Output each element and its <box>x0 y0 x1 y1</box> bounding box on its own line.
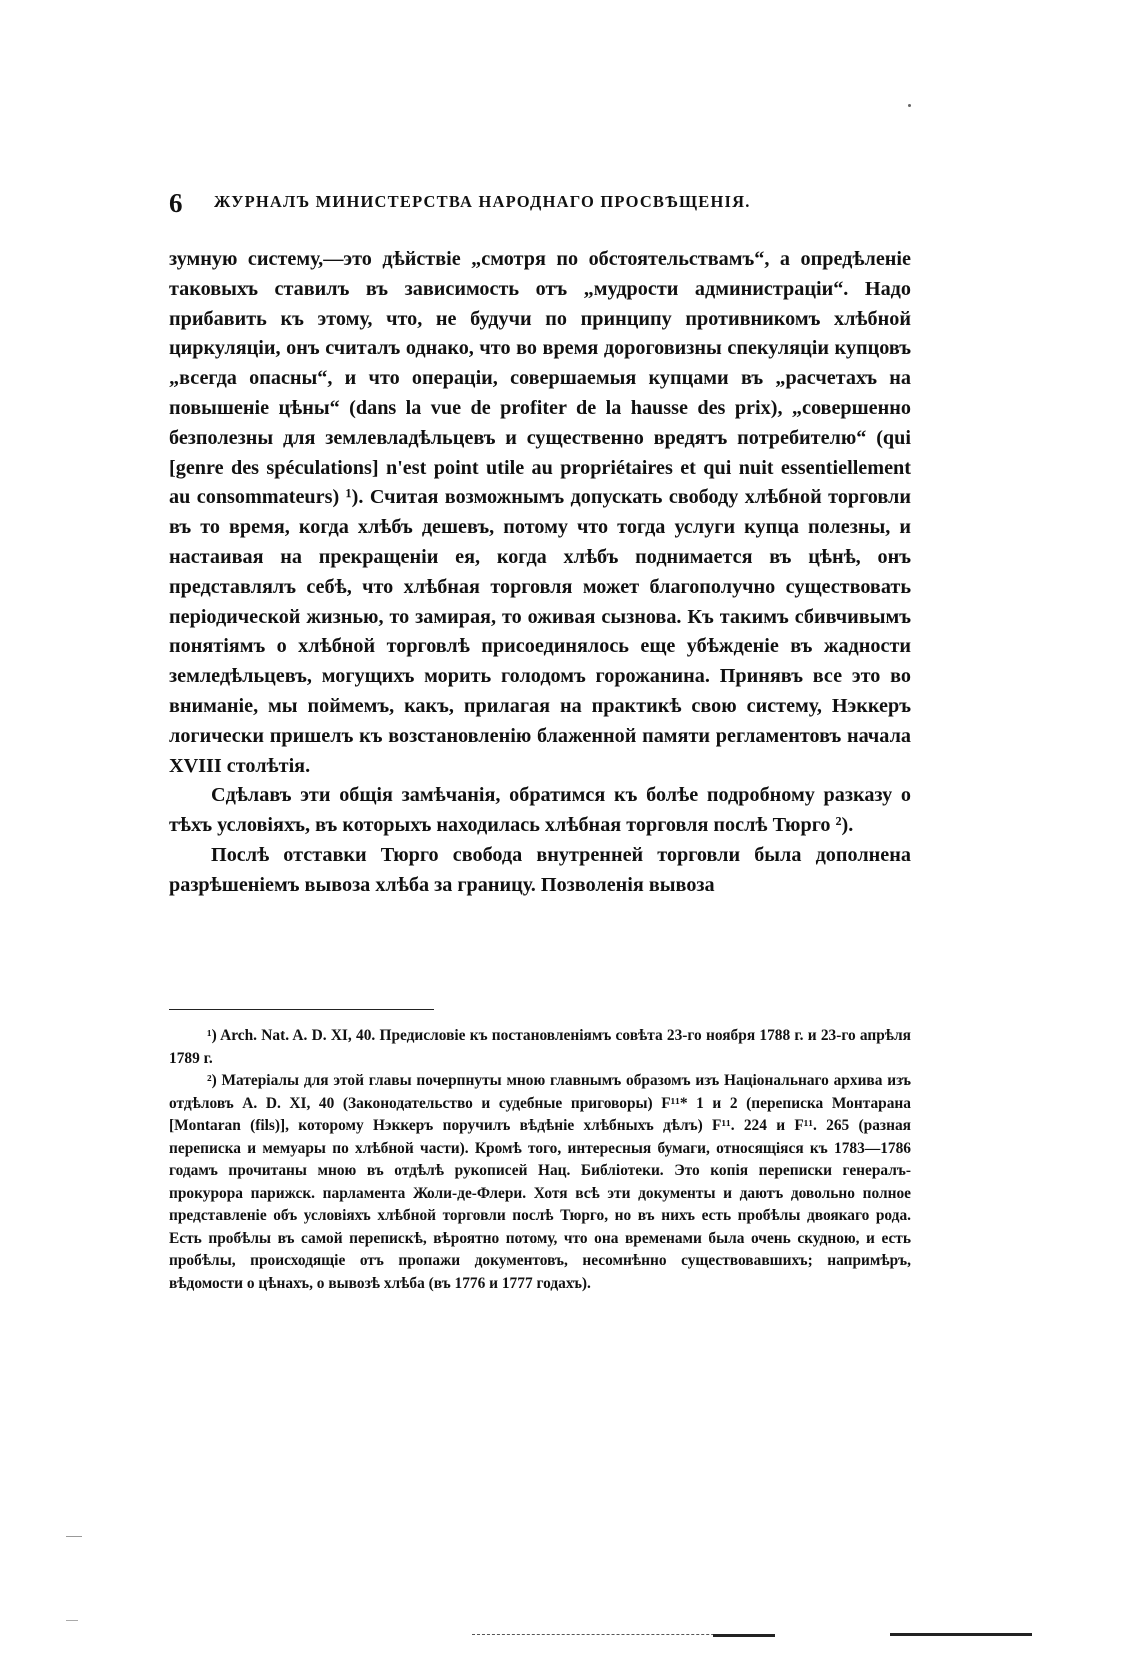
footnote-separator <box>169 1009 434 1010</box>
footnote-1: ¹) Arch. Nat. A. D. XI, 40. Предисловіе къ постановленіямъ совѣта 23-го ноября 1788 г. и 23-го апрѣля 1789 г. <box>169 1027 911 1067</box>
page-number: 6 <box>169 188 183 218</box>
scan-edge-line <box>890 1633 1032 1636</box>
scan-mark <box>66 1620 78 1621</box>
footnote-2: ²) Матеріалы для этой главы почерпнуты мною главнымъ образомъ изъ Національнаго архива изъ отдѣловъ A. D. XI, 40 (Законодательство и судебные приговоры) F¹¹* 1 и 2 (переписка Монтарана [Montaran (fils)], которому Нэккеръ поручилъ вѣдѣніе хлѣбныхъ дѣлъ) F¹¹. 224 и F¹¹. 265 (разная переписка и мемуары по хлѣбной части). Кромѣ того, интересныя бумаги, относящіяся къ 1783—1786 годамъ прочитаны мною въ отдѣлѣ рукописей Нац. Библіотеки. Это копія переписки генералъ-прокурора парижск. парламента Жоли-де-Флери. Хотя всѣ эти документы и даютъ довольно полное представленіе объ условіяхъ хлѣбной торговли послѣ Тюрго, но въ нихъ есть пробѣлы двоякаго рода. Есть пробѣлы въ самой перепискѣ, вѣроятно потому, что она временами была очень скудною, и есть пробѣлы, происходящіе отъ пропажи документовъ, несомнѣнно существовавшихъ; напримѣръ, вѣдомости о цѣнахъ, о вывозѣ хлѣба (въ 1776 и 1777 годахъ). <box>169 1072 911 1292</box>
body-text <box>169 245 911 901</box>
body-paragraph: Сдѣлавъ эти общія замѣчанія, обратимся къ болѣе подробному разказу о тѣхъ условіяхъ, въ которыхъ находилась хлѣбная торговля послѣ Тюрго ²). <box>169 784 911 837</box>
scan-edge-line <box>713 1634 775 1637</box>
page-header <box>169 188 911 218</box>
scan-mark <box>66 1536 82 1537</box>
running-head: ЖУРНАЛЪ МИНИСТЕРСТВА НАРОДНАГО ПРОСВѢЩЕНІЯ. <box>214 192 751 211</box>
body-paragraph: зумную систему,—это дѣйствіе „смотря по обстоятельствамъ“, а опредѣленіе таковыхъ ставилъ въ зависимость отъ „мудрости администраціи“. Надо прибавить къ этому, что, не будучи по принципу противникомъ хлѣбной циркуляціи, онъ считалъ однако, что во время дороговизны спекуляціи купцовъ „всегда опасны“, и что операціи, совершаемыя купцами въ „расчетахъ на повышеніе цѣны“ (dans la vue de profiter de la hausse des prix), „совершенно безполезны для землевладѣльцевъ и существенно вредятъ потребителю“ (qui [genre des spéculations] n'est point utile au propriétaires et qui nuit essentiellement au consommateurs) ¹). Считая возможнымъ допускать свободу хлѣбной торговли въ то время, когда хлѣбъ дешевъ, потому что тогда услуги купца полезны, и настаивая на прекращеніи ея, когда хлѣбъ поднимается въ цѣнѣ, онъ представлялъ себѣ, что хлѣбная торговля может благополучно существовать періодической жизнью, то замирая, то оживая сызнова. Къ такимъ сбивчивымъ понятіямъ о хлѣбной торговлѣ присоединялось еще убѣжденіе въ жадности земледѣльцевъ, могущихъ морить голодомъ горожанина. Принявъ все это во вниманіе, мы поймемъ, какъ, прилагая на практикѣ свою систему, Нэккеръ логически пришелъ къ возстановленію блаженной памяти регламентовъ начала XVIII столѣтія. <box>169 248 911 777</box>
scan-speck <box>908 104 911 107</box>
body-paragraph: Послѣ отставки Тюрго свобода внутренней торговли была дополнена разрѣшеніемъ вывоза хлѣба за границу. Позволенія вывоза <box>169 843 911 896</box>
footnotes <box>169 1025 911 1295</box>
